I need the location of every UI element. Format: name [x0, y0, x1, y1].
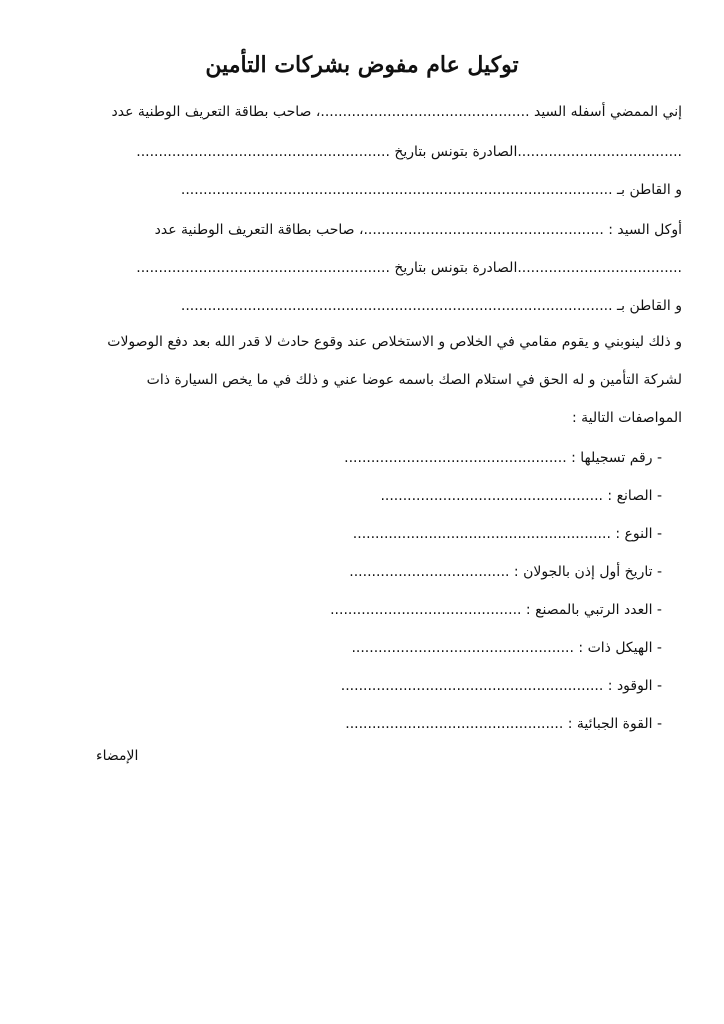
spec-manufacturer: - الصانع : .................................................. — [380, 488, 662, 504]
spec-serial-number: - العدد الرتبي بالمصنع : ........................................... — [330, 602, 662, 618]
agent-id-date-line: .....................................الصادرة بتونس بتاريخ ......................................................... — [136, 260, 682, 276]
specs-heading: المواصفات التالية : — [571, 410, 682, 426]
spec-chassis: - الهيكل ذات : .................................................. — [351, 640, 662, 656]
agent-address-line: و القاطن بـ ................................................................................................. — [180, 298, 682, 314]
document-title: توكيل عام مفوض بشركات التأمين — [205, 52, 519, 78]
declarant-id-date-line: .....................................الصادرة بتونس بتاريخ ......................................................... — [136, 144, 682, 160]
spec-fiscal-power: - القوة الجبائية : ................................................. — [345, 716, 662, 732]
spec-fuel: - الوقود : ........................................................... — [340, 678, 662, 694]
mandate-paragraph-line-1: و ذلك لينوبني و يقوم مقامي في الخلاص و الاستخلاص عند وقوع حادث لا قدر الله بعد دفع الوصولات — [107, 334, 682, 350]
declarant-address-line: و القاطن بـ ................................................................................................. — [180, 182, 682, 198]
spec-first-registration-date: - تاريخ أول إذن بالجولان : .................................... — [349, 564, 662, 580]
declarant-name-line: إني الممضي أسفله السيد ...............................................، صاحب بطاقة التعريف الوطنية عدد — [111, 104, 682, 120]
spec-registration-number: - رقم تسجيلها : .................................................. — [344, 450, 662, 466]
agent-name-line: أوكل السيد : ......................................................، صاحب بطاقة التعريف الوطنية عدد — [154, 222, 682, 238]
mandate-paragraph-line-2: لشركة التأمين و له الحق في استلام الصك باسمه عوضا عني و ذلك في ما يخص السيارة ذات — [146, 372, 682, 388]
spec-type: - النوع : .......................................................... — [352, 526, 662, 542]
signature-label: الإمضاء — [96, 748, 139, 764]
